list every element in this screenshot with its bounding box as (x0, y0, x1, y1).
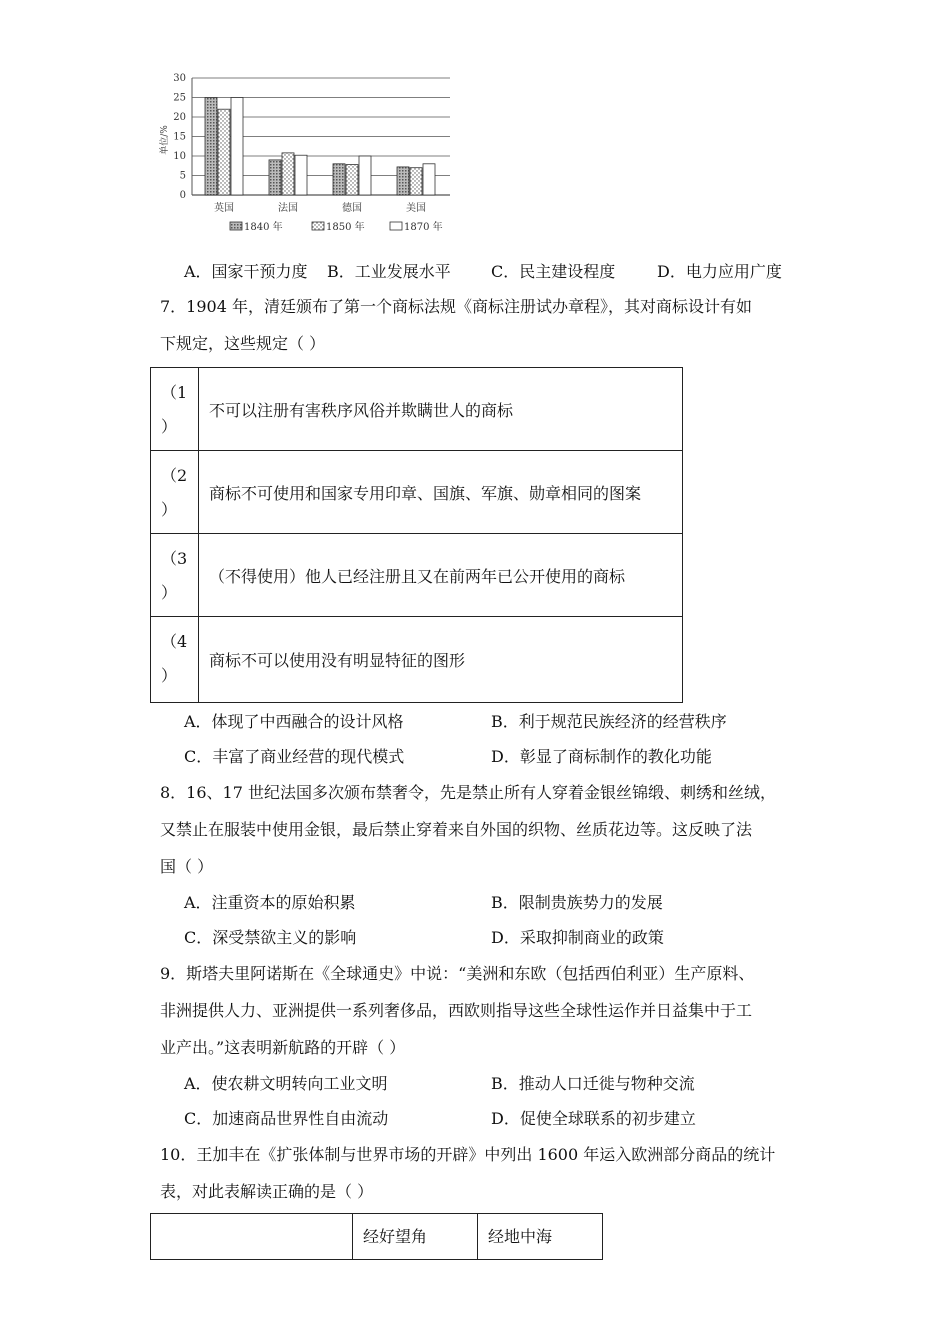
bar-2-0 (333, 164, 345, 195)
rule-text: 商标不可使用和国家专用印章、国旗、军旗、勋章相同的图案 (199, 451, 683, 534)
table-row (151, 1214, 603, 1260)
q8-stem-line-2: 又禁止在服装中使用金银，最后禁止穿着来自外国的织物、丝质花边等。这反映了法 (160, 820, 753, 839)
q10-stem-line-2: 表，对此表解读正确的是（ ） (160, 1182, 374, 1201)
chart-category-labels (214, 201, 426, 214)
q6-option-a[interactable]: A．国家干预力度 (184, 262, 308, 281)
table-row (151, 617, 683, 703)
bar-0-0 (205, 98, 217, 196)
rule-number: （4 ） (151, 617, 199, 703)
bar-3-0 (397, 167, 409, 195)
table-header-mediterranean: 经地中海 (478, 1214, 603, 1260)
category-label: 美国 (406, 203, 426, 214)
q7-stem-line-1: 7．1904 年，清廷颁布了第一个商标法规《商标注册试办章程》，其对商标设计有如 (160, 297, 752, 316)
rule-number: （3 ） (151, 534, 199, 617)
table-header-cape: 经好望角 (353, 1214, 478, 1260)
y-tick-label: 25 (173, 92, 186, 104)
y-tick-label: 10 (173, 151, 186, 162)
q7-rules-table (150, 367, 683, 703)
chart-legend (230, 220, 443, 233)
q8-stem-line-1: 8．16、17 世纪法国多次颁布禁奢令，先是禁止所有人穿着金银丝锦缎、刺绣和丝绒， (160, 783, 776, 802)
table-row (151, 451, 683, 534)
legend-swatch (390, 222, 402, 230)
rule-text: 商标不可以使用没有明显特征的图形 (199, 617, 683, 703)
industrial-share-bar-chart (150, 68, 460, 238)
rule-number: （1 ） (151, 368, 199, 451)
bar-2-2 (359, 156, 371, 195)
q9-option-c[interactable]: C．加速商品世界性自由流动 (184, 1109, 389, 1128)
y-tick-label: 0 (179, 190, 186, 201)
y-tick-label: 5 (179, 170, 186, 182)
table-header-empty (151, 1214, 353, 1260)
bar-3-2 (423, 164, 435, 195)
legend-label: 1870 年 (404, 222, 443, 233)
q10-stem-line-1: 10．王加丰在《扩张体制与世界市场的开辟》中列出 1600 年运入欧洲部分商品的统计 (160, 1145, 776, 1164)
chart-bars (205, 98, 435, 196)
rule-number: （2 ） (151, 451, 199, 534)
legend-swatch (230, 222, 242, 230)
bar-1-1 (282, 153, 294, 195)
q9-option-b[interactable]: B．推动人口迁徙与物种交流 (491, 1074, 695, 1093)
q10-goods-table (150, 1213, 603, 1260)
q6-option-d[interactable]: D．电力应用广度 (657, 262, 782, 281)
y-tick-label: 20 (173, 112, 186, 123)
bar-1-2 (295, 155, 307, 195)
q6-option-b[interactable]: B．工业发展水平 (327, 262, 451, 281)
rule-text: （不得使用）他人已经注册且又在前两年已公开使用的商标 (199, 534, 683, 617)
category-label: 德国 (342, 203, 362, 214)
category-label: 法国 (278, 203, 298, 214)
bar-0-1 (218, 109, 230, 195)
y-tick-label: 30 (173, 73, 186, 84)
legend-swatch (312, 222, 324, 230)
q8-stem-line-3: 国（ ） (160, 857, 214, 876)
q8-option-d[interactable]: D．采取抑制商业的政策 (491, 928, 664, 947)
chart-y-ticks (173, 73, 186, 201)
q8-option-c[interactable]: C．深受禁欲主义的影响 (184, 928, 357, 947)
q9-stem-line-3: 业产出。”这表明新航路的开辟（ ） (160, 1038, 406, 1057)
q7-option-c[interactable]: C．丰富了商业经营的现代模式 (184, 747, 405, 766)
q9-option-a[interactable]: A．使农耕文明转向工业文明 (184, 1074, 388, 1093)
q8-option-a[interactable]: A．注重资本的原始积累 (184, 893, 356, 912)
q9-stem-line-2: 非洲提供人力、亚洲提供一系列奢侈品，西欧则指导这些全球性运作并日益集中于工 (160, 1001, 753, 1020)
legend-label: 1840 年 (244, 222, 283, 233)
y-tick-label: 15 (173, 131, 186, 143)
q7-stem-line-2: 下规定，这些规定（ ） (160, 334, 326, 353)
bar-0-2 (231, 98, 243, 196)
q9-stem-line-1: 9．斯塔夫里阿诺斯在《全球通史》中说：“美洲和东欧（包括西伯利亚）生产原料、 (160, 964, 755, 983)
q8-option-b[interactable]: B．限制贵族势力的发展 (491, 893, 663, 912)
q7-option-d[interactable]: D．彰显了商标制作的教化功能 (491, 747, 712, 766)
category-label: 英国 (214, 203, 234, 214)
q9-option-d[interactable]: D．促使全球联系的初步建立 (491, 1109, 696, 1128)
bar-3-1 (410, 168, 422, 195)
rule-text: 不可以注册有害秩序风俗并欺瞒世人的商标 (199, 368, 683, 451)
q7-option-b[interactable]: B．利于规范民族经济的经营秩序 (491, 712, 727, 731)
table-row (151, 368, 683, 451)
bar-1-0 (269, 160, 281, 195)
bar-2-1 (346, 165, 358, 195)
q6-option-c[interactable]: C．民主建设程度 (491, 262, 616, 281)
q7-option-a[interactable]: A．体现了中西融合的设计风格 (184, 712, 404, 731)
table-row (151, 534, 683, 617)
legend-label: 1850 年 (326, 222, 365, 233)
chart-y-axis-label: 单位/% (160, 125, 170, 155)
